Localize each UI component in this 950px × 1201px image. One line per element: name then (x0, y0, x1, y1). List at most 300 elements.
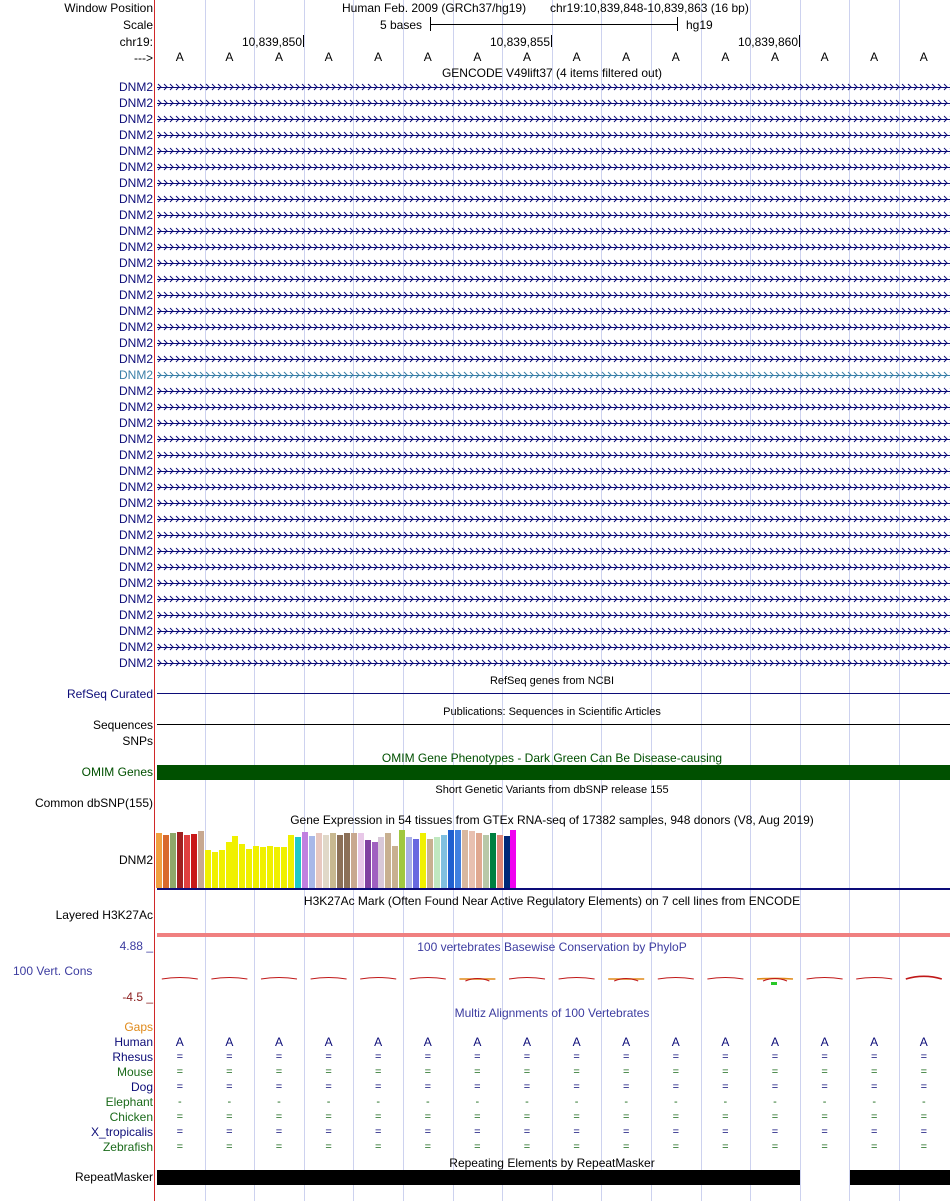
omim-track-title: OMIM Gene Phenotypes - Dark Green Can Be Disease-causing (381, 751, 723, 765)
gencode-transcript-label[interactable]: DNM2 (118, 320, 153, 334)
gtex-tissue-bar[interactable] (309, 836, 315, 888)
gencode-transcript-label[interactable]: DNM2 (118, 480, 153, 494)
base-letter: A (274, 50, 283, 64)
gtex-tissue-bar[interactable] (156, 833, 162, 888)
gencode-transcript-label[interactable]: DNM2 (118, 640, 153, 654)
base-letter: A (622, 50, 631, 64)
gtex-track-label[interactable]: DNM2 (118, 853, 153, 867)
gencode-transcript-label[interactable]: DNM2 (118, 288, 153, 302)
alignment-base: = (226, 1066, 233, 1078)
base-letter: A (522, 50, 531, 64)
phylop-score-segment (410, 978, 446, 980)
alignment-base: = (226, 1051, 233, 1063)
gencode-strand-arrows (157, 339, 950, 347)
scale-label: Scale (122, 18, 153, 32)
gencode-strand-arrows (157, 99, 950, 107)
gtex-tissue-bar[interactable] (177, 832, 183, 888)
phylop-score-segment (658, 978, 694, 980)
gencode-transcript-label[interactable]: DNM2 (118, 448, 153, 462)
base-letter: A (473, 50, 482, 64)
gencode-strand-arrows (157, 259, 950, 267)
alignment-base: = (325, 1141, 332, 1153)
gtex-tissue-bar[interactable] (420, 833, 426, 888)
gtex-tissue-bar[interactable] (323, 835, 329, 888)
gencode-transcript-label[interactable]: DNM2 (118, 256, 153, 270)
alignment-base: - (822, 1096, 827, 1108)
gtex-tissue-bar[interactable] (469, 831, 475, 888)
gtex-tissue-bar[interactable] (295, 837, 301, 888)
species-label[interactable]: Elephant (105, 1095, 153, 1109)
gencode-transcript-label[interactable]: DNM2 (118, 352, 153, 366)
gtex-tissue-bar[interactable] (399, 830, 405, 888)
gencode-transcript-label[interactable]: DNM2 (118, 512, 153, 526)
gtex-tissue-bar[interactable] (212, 852, 218, 888)
alignment-base: = (722, 1111, 729, 1123)
gencode-strand-arrows (157, 163, 950, 171)
gtex-tissue-bar[interactable] (462, 830, 468, 888)
gencode-transcript-label[interactable]: DNM2 (118, 224, 153, 238)
alignment-base: = (176, 1126, 184, 1138)
alignment-base: = (523, 1111, 531, 1123)
alignment-base: = (920, 1141, 928, 1153)
repeat-element-1[interactable] (157, 1170, 800, 1185)
alignment-base: = (622, 1066, 630, 1078)
alignment-base: = (424, 1111, 432, 1123)
gencode-strand-arrows (157, 595, 950, 603)
alignment-base: = (573, 1126, 580, 1138)
alignment-base: = (176, 1066, 184, 1078)
gencode-strand-arrows (157, 307, 950, 315)
base-letter: A (572, 50, 581, 64)
alignment-base: = (821, 1126, 828, 1138)
phylop-score-segment (856, 978, 892, 980)
alignment-base: = (523, 1066, 531, 1078)
repeatmasker-track-title: Repeating Elements by RepeatMasker (449, 1156, 655, 1170)
phylop-score-segment (261, 978, 297, 980)
gencode-transcript-label[interactable]: DNM2 (118, 240, 153, 254)
alignment-base: = (672, 1081, 680, 1093)
alignment-base: = (275, 1051, 283, 1063)
alignment-base: = (771, 1051, 779, 1063)
alignment-base: = (573, 1066, 580, 1078)
alignment-base: = (622, 1081, 630, 1093)
gencode-strand-arrows (157, 611, 950, 619)
repeatmasker-track-label[interactable]: RepeatMasker (74, 1170, 153, 1184)
alignment-base: - (773, 1096, 777, 1108)
alignment-base: = (275, 1126, 283, 1138)
alignment-base: = (821, 1051, 828, 1063)
base-letter: A (820, 50, 829, 64)
position-title[interactable]: chr19:10,839,848-10,839,863 (16 bp) (550, 1, 749, 15)
species-label[interactable]: X_tropicalis (90, 1125, 153, 1139)
species-label[interactable]: Rhesus (112, 1050, 153, 1064)
gencode-strand-arrows (157, 451, 950, 459)
alignment-base: = (821, 1141, 828, 1153)
gtex-tissue-bar[interactable] (232, 836, 238, 888)
gencode-strand-arrows (157, 435, 950, 443)
alignment-base: = (325, 1081, 332, 1093)
alignment-base: A (274, 1035, 283, 1049)
alignment-base: = (424, 1081, 432, 1093)
alignment-base: = (275, 1111, 283, 1123)
gtex-tissue-bar[interactable] (490, 833, 496, 888)
phylop-max-label: 4.88 _ (119, 939, 153, 953)
alignment-base: - (574, 1096, 579, 1108)
publications-track-label[interactable]: Sequences (92, 718, 153, 732)
omim-gene-bar[interactable] (157, 765, 950, 780)
gencode-transcript-label[interactable]: DNM2 (118, 144, 153, 158)
gencode-transcript-label[interactable]: DNM2 (118, 576, 153, 590)
alignment-base: = (870, 1066, 878, 1078)
gencode-transcript-label[interactable]: DNM2 (118, 336, 153, 350)
alignment-base: - (723, 1096, 728, 1108)
species-label[interactable]: Zebrafish (102, 1140, 153, 1154)
alignment-base: - (525, 1096, 529, 1108)
alignment-base: A (820, 1035, 829, 1049)
gtex-tissue-bar[interactable] (358, 833, 364, 888)
gencode-strand-arrows (157, 131, 950, 139)
gencode-transcript-label[interactable]: DNM2 (118, 128, 153, 142)
gtex-tissue-bar[interactable] (504, 836, 510, 888)
alignment-base: = (771, 1066, 779, 1078)
alignment-base: = (474, 1081, 481, 1093)
gtex-tissue-bar[interactable] (448, 830, 454, 888)
alignment-base: = (275, 1066, 283, 1078)
gencode-transcript-label[interactable]: DNM2 (118, 624, 153, 638)
gencode-transcript-label[interactable]: DNM2 (118, 592, 153, 606)
gencode-transcript-label[interactable]: DNM2 (118, 528, 153, 542)
alignment-base: = (374, 1111, 382, 1123)
publications-track-title: Publications: Sequences in Scientific Articles (443, 706, 661, 718)
gencode-transcript-label[interactable]: DNM2 (118, 496, 153, 510)
gencode-strand-arrows (157, 355, 950, 363)
alignment-base: - (227, 1096, 232, 1108)
repeat-element-2[interactable] (850, 1170, 950, 1185)
base-letter: A (721, 50, 730, 64)
gencode-transcript-label[interactable]: DNM2 (118, 608, 153, 622)
gtex-tissue-bar[interactable] (483, 835, 489, 888)
alignment-base: - (326, 1096, 331, 1108)
gtex-tissue-bar[interactable] (184, 835, 190, 888)
gtex-tissue-bar[interactable] (198, 831, 204, 888)
alignment-base: = (573, 1111, 580, 1123)
gencode-transcript-label[interactable]: DNM2 (118, 80, 153, 94)
alignment-base: - (872, 1096, 877, 1108)
alignment-base: = (870, 1126, 878, 1138)
gtex-tissue-bar[interactable] (406, 837, 412, 888)
gtex-tissue-bar[interactable] (246, 849, 252, 888)
gencode-transcript-label[interactable]: DNM2 (118, 160, 153, 174)
alignment-base: = (424, 1126, 432, 1138)
gencode-transcript-label[interactable]: DNM2 (118, 176, 153, 190)
gtex-tissue-bar[interactable] (316, 833, 322, 888)
alignment-base: A (572, 1035, 581, 1049)
gtex-tissue-bar[interactable] (372, 842, 378, 888)
alignment-base: = (523, 1051, 531, 1063)
gencode-track-title: GENCODE V49lift37 (4 items filtered out) (441, 66, 663, 80)
phylop-score-segment (360, 978, 396, 980)
gtex-tissue-bar[interactable] (281, 847, 287, 888)
gencode-transcript-label[interactable]: DNM2 (118, 368, 153, 382)
species-label[interactable]: Dog (130, 1080, 153, 1094)
gencode-strand-arrows (157, 467, 950, 475)
assembly-title: Human Feb. 2009 (GRCh37/hg19) (342, 1, 527, 15)
gencode-transcript-label[interactable]: DNM2 (118, 544, 153, 558)
gencode-transcript-label[interactable]: DNM2 (118, 416, 153, 430)
alignment-base: = (920, 1126, 928, 1138)
gtex-tissue-bar[interactable] (253, 846, 259, 888)
alignment-base: = (424, 1141, 432, 1153)
h3k27ac-signal[interactable] (157, 933, 950, 937)
phylop-score-segment (311, 978, 347, 980)
alignment-base: A (324, 1035, 333, 1049)
alignment-base: = (474, 1066, 481, 1078)
gtex-tissue-bar[interactable] (288, 835, 294, 888)
gencode-strand-arrows (157, 211, 950, 219)
gtex-tissue-bar[interactable] (337, 835, 343, 888)
alignment-base: = (424, 1066, 432, 1078)
gencode-strand-arrows (157, 243, 950, 251)
gencode-strand-arrows (157, 147, 950, 155)
phylop-min-label: -4.5 _ (122, 990, 153, 1004)
gencode-strand-arrows (157, 531, 950, 539)
alignment-base: = (870, 1051, 878, 1063)
gtex-tissue-bar[interactable] (378, 837, 384, 888)
alignment-base: = (672, 1141, 680, 1153)
alignment-base: = (672, 1111, 680, 1123)
alignment-base: = (374, 1126, 382, 1138)
base-letter: A (770, 50, 779, 64)
refseq-track-line[interactable] (157, 693, 950, 694)
alignment-base: = (821, 1081, 828, 1093)
alignment-base: A (622, 1035, 631, 1049)
phylop-wiggle[interactable] (0, 960, 950, 995)
alignment-base: - (425, 1096, 430, 1108)
gencode-strand-arrows (157, 371, 950, 379)
publications-track-line[interactable] (157, 724, 950, 725)
gencode-transcript-label[interactable]: DNM2 (118, 432, 153, 446)
alignment-base: - (673, 1096, 678, 1108)
alignment-base: = (325, 1051, 332, 1063)
alignment-base: = (325, 1111, 332, 1123)
alignment-base: = (176, 1141, 184, 1153)
coord-label-2: 10,839,855 (489, 35, 550, 49)
base-letter: A (175, 50, 184, 64)
phylop-score-segment (509, 978, 545, 980)
gtex-tissue-bar[interactable] (441, 835, 447, 888)
gtex-tissue-bar[interactable] (510, 830, 516, 888)
omim-track-label[interactable]: OMIM Genes (81, 765, 153, 779)
gencode-strand-arrows (157, 579, 950, 587)
alignment-base: = (722, 1051, 729, 1063)
alignment-base: = (821, 1066, 828, 1078)
alignment-base: A (374, 1035, 383, 1049)
gencode-strand-arrows (157, 515, 950, 523)
gencode-transcript-label[interactable]: DNM2 (118, 400, 153, 414)
alignment-base: = (226, 1081, 233, 1093)
alignment-base: = (722, 1081, 729, 1093)
alignment-base: = (771, 1111, 779, 1123)
alignment-base: = (275, 1081, 283, 1093)
phylop-score-segment (162, 978, 198, 980)
gtex-tissue-bar[interactable] (226, 842, 232, 888)
phylop-score-segment (807, 978, 843, 980)
gencode-transcript-label[interactable]: DNM2 (118, 384, 153, 398)
alignment-base: = (226, 1141, 233, 1153)
gtex-tissue-bar[interactable] (455, 830, 461, 888)
gtex-tissue-bar[interactable] (191, 834, 197, 888)
gtex-tissue-bar[interactable] (434, 837, 440, 888)
gtex-tissue-bar[interactable] (274, 847, 280, 888)
alignment-base: - (177, 1096, 182, 1108)
h3k27ac-track-label[interactable]: Layered H3K27Ac (55, 908, 153, 922)
alignment-base: = (870, 1141, 878, 1153)
gencode-transcript-label[interactable]: DNM2 (118, 560, 153, 574)
alignment-base: = (176, 1111, 184, 1123)
alignment-base: = (474, 1126, 481, 1138)
base-letter: A (374, 50, 383, 64)
species-label[interactable]: Chicken (109, 1110, 153, 1124)
alignment-base: = (573, 1081, 580, 1093)
gtex-tissue-bar[interactable] (476, 833, 482, 888)
alignment-base: = (474, 1141, 481, 1153)
gencode-strand-arrows (157, 403, 950, 411)
gencode-transcript-label[interactable]: DNM2 (118, 208, 153, 222)
alignment-base: = (722, 1126, 729, 1138)
alignment-base: = (573, 1051, 580, 1063)
alignment-base: = (176, 1051, 184, 1063)
strand-label: ---> (134, 51, 153, 65)
alignment-base: A (721, 1035, 730, 1049)
alignment-base: = (920, 1081, 928, 1093)
gencode-transcript-label[interactable]: DNM2 (118, 304, 153, 318)
gtex-tissue-bar[interactable] (385, 833, 391, 888)
alignment-base: A (225, 1035, 234, 1049)
gencode-strand-arrows (157, 563, 950, 571)
gencode-strand-arrows (157, 115, 950, 123)
base-letter: A (671, 50, 680, 64)
gtex-tissue-bar[interactable] (205, 850, 211, 888)
alignment-base: A (870, 1035, 879, 1049)
coord-tick-2 (551, 35, 552, 47)
gtex-track-title: Gene Expression in 54 tissues from GTEx RNA-seq of 17382 samples, 948 donors (V8, Aug 2019) (290, 813, 814, 827)
gencode-transcript-label[interactable]: DNM2 (118, 656, 153, 670)
alignment-base: = (722, 1066, 729, 1078)
alignment-base: A (770, 1035, 779, 1049)
gtex-tissue-bar[interactable] (392, 846, 398, 888)
gtex-tissue-bar[interactable] (239, 844, 245, 888)
gtex-tissue-bar[interactable] (351, 833, 357, 888)
gencode-strand-arrows (157, 83, 950, 91)
species-label[interactable]: Human (114, 1035, 153, 1049)
alignment-base: - (376, 1096, 381, 1108)
scale-bar (430, 24, 677, 25)
gtex-tissue-bar[interactable] (330, 833, 336, 888)
gtex-tissue-bar[interactable] (344, 833, 350, 888)
gencode-strand-arrows (157, 323, 950, 331)
phylop-score-segment (559, 978, 595, 980)
alignment-base: = (374, 1066, 382, 1078)
alignment-base: = (374, 1141, 382, 1153)
base-letter: A (870, 50, 879, 64)
alignment-base: = (176, 1081, 184, 1093)
phylop-track-label[interactable]: 100 Vert. Cons (13, 964, 93, 978)
gencode-transcript-label[interactable]: DNM2 (118, 112, 153, 126)
alignment-base: = (275, 1141, 283, 1153)
coord-label-1: 10,839,850 (241, 35, 302, 49)
alignment-base: - (475, 1096, 480, 1108)
alignment-base: = (226, 1111, 233, 1123)
phylop-score-segment (906, 976, 942, 979)
gencode-strand-arrows (157, 195, 950, 203)
gtex-tissue-bar[interactable] (219, 850, 225, 888)
gencode-strand-arrows (157, 643, 950, 651)
alignment-base: A (522, 1035, 531, 1049)
alignment-base: = (474, 1051, 481, 1063)
gencode-transcript-label[interactable]: DNM2 (118, 96, 153, 110)
h3k27ac-track-title: H3K27Ac Mark (Often Found Near Active Regulatory Elements) on 7 cell lines from ENCODE (303, 894, 801, 908)
gencode-strand-arrows (157, 659, 950, 667)
multiz-track-title: Multiz Alignments of 100 Vertebrates (454, 1006, 650, 1020)
gtex-tissue-bar[interactable] (163, 835, 169, 888)
phylop-score-segment (211, 978, 247, 980)
base-letter: A (225, 50, 234, 64)
gtex-tissue-bar[interactable] (365, 840, 371, 888)
gtex-tissue-bar[interactable] (302, 832, 308, 888)
label-column-separator (154, 0, 155, 1201)
alignment-base: = (870, 1081, 878, 1093)
alignment-base: = (374, 1051, 382, 1063)
gtex-tissue-bar[interactable] (497, 835, 503, 888)
gencode-strand-arrows (157, 227, 950, 235)
alignment-base: = (622, 1111, 630, 1123)
gencode-strand-arrows (157, 291, 950, 299)
gencode-transcript-label[interactable]: DNM2 (118, 272, 153, 286)
species-label[interactable]: Mouse (116, 1065, 153, 1079)
base-letter: A (919, 50, 928, 64)
gencode-strand-arrows (157, 179, 950, 187)
gtex-tissue-bar[interactable] (170, 833, 176, 888)
gencode-strand-arrows (157, 547, 950, 555)
gtex-tissue-bar[interactable] (413, 839, 419, 888)
coord-tick-3 (799, 35, 800, 47)
alignment-base: = (523, 1081, 531, 1093)
gtex-tissue-bar[interactable] (427, 839, 433, 888)
alignment-base: A (473, 1035, 482, 1049)
alignment-base: = (474, 1111, 481, 1123)
alignment-base: = (870, 1111, 878, 1123)
coord-tick-1 (303, 35, 304, 47)
gtex-baseline (157, 888, 950, 890)
scale-db: hg19 (686, 18, 713, 32)
alignment-base: = (226, 1126, 233, 1138)
dbsnp-track-label[interactable]: Common dbSNP(155) (34, 796, 153, 810)
gencode-transcript-label[interactable]: DNM2 (118, 192, 153, 206)
gencode-transcript-label[interactable]: DNM2 (118, 464, 153, 478)
alignment-base: = (771, 1141, 779, 1153)
window-position-label: Window Position (64, 1, 153, 15)
alignment-base: = (771, 1081, 779, 1093)
gencode-strand-arrows (157, 483, 950, 491)
gtex-tissue-bar[interactable] (260, 847, 266, 888)
snps-label[interactable]: SNPs (122, 734, 153, 748)
gencode-strand-arrows (157, 275, 950, 283)
alignment-base: = (672, 1051, 680, 1063)
gencode-strand-arrows (157, 419, 950, 427)
gtex-tissue-bar[interactable] (267, 846, 273, 888)
multiz-gaps-label: Gaps (124, 1020, 153, 1034)
refseq-track-label[interactable]: RefSeq Curated (66, 687, 153, 701)
